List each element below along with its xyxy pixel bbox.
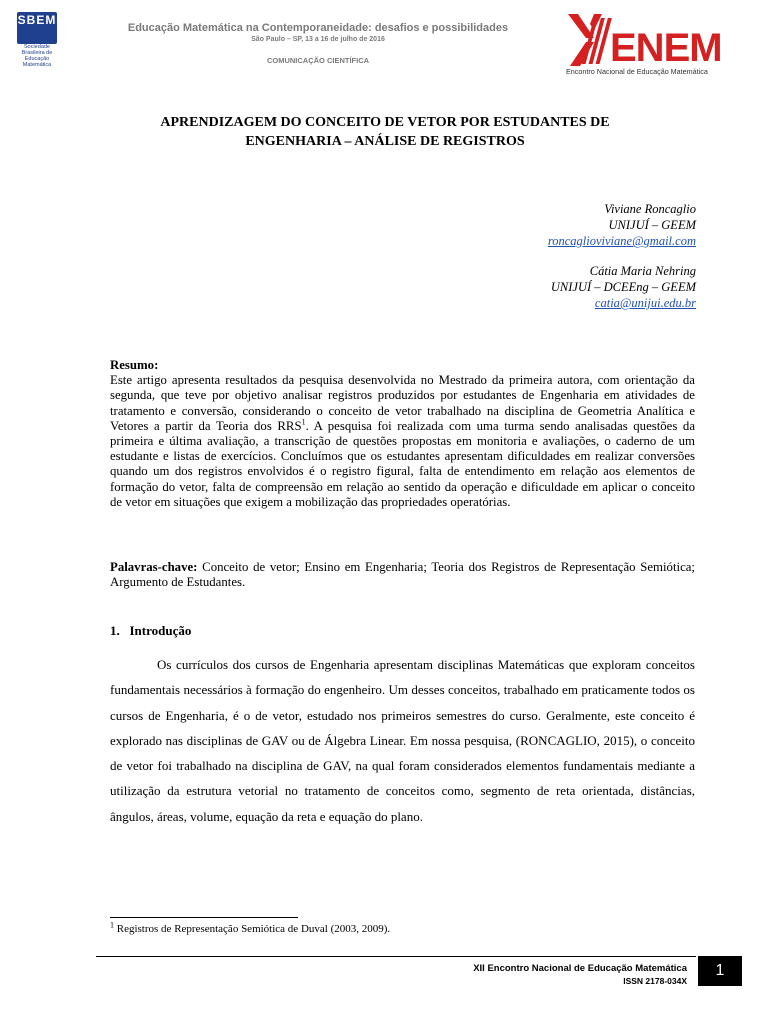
author-block-1 <box>548 201 696 249</box>
enem-logo <box>566 10 756 82</box>
footnote-mark: 1 <box>110 920 114 930</box>
author-affiliation: UNIJUÍ – DCEEng – GEEM <box>550 280 696 294</box>
abstract <box>110 358 695 510</box>
author-email-link[interactable]: catia@unijui.edu.br <box>594 296 696 310</box>
abstract-text-part1: Este artigo apresenta resultados da pesquisa desenvolvida no Mestrado da primeira autora, com orientação da segunda, que teve por objetivo analisar registros produzidos por estudantes de Engenharia em atividades de tratamento e conversão, considerando o conceito de vetor trabalhado na disciplina de Geometria Analítica e Vetores a partir da Teoria dos RRS <box>110 373 695 433</box>
section-body: Os currículos dos cursos de Engenharia apresentam disciplinas Matemáticas que exploram conceitos fundamentais necessários à formação do engenheiro. Um desses conceitos, trabalhado em praticamente todos os cursos de Engenharia, é o de vetor, estudado nos primeiros semestres do curso. Geralmente, este conceito é explorado nas disciplinas de GAV ou de Álgebra Linear. Em nossa pesquisa, (RONCAGLIO, 2015), o conceito de vetor foi trabalhado na disciplina de GAV, na qual foram considerados elementos fundamentais mediante a utilização da estrutura vetorial no tratamento de conceitos como, segmento de reta orientada, distâncias, ângulos, áreas, volume, equação da reta e equação do plano. <box>110 657 695 824</box>
event-date: São Paulo – SP, 13 a 16 de julho de 2016 <box>251 36 385 43</box>
event-section: COMUNICAÇÃO CIENTÍFICA <box>266 56 370 65</box>
footer-event-name: XII Encontro Nacional de Educação Matemática <box>473 963 687 974</box>
author-block-2 <box>551 263 696 311</box>
enem-roman-numeral-icon <box>566 10 614 68</box>
author-name: Viviane Roncaglio <box>604 202 696 216</box>
footnote-divider <box>110 917 298 918</box>
abstract-label: Resumo: <box>110 358 159 372</box>
abstract-text <box>110 373 695 510</box>
enem-wordmark: ENEM <box>610 26 722 70</box>
footer-issn: ISSN 2178-034X <box>623 976 687 986</box>
section-heading: 1. Introdução <box>110 623 192 638</box>
page-number: 1 <box>698 956 742 986</box>
paper-title-line2: ENGENHARIA – ANÁLISE DE REGISTROS <box>245 134 525 149</box>
footnote-ref: 1 <box>301 417 306 427</box>
keywords-label: Palavras-chave: <box>110 560 198 574</box>
footer-divider <box>96 956 696 957</box>
sbem-caption: Sociedade Brasileira de Educação Matemática <box>21 44 53 68</box>
paper-title-line1: APRENDIZAGEM DO CONCEITO DE VETOR POR ESTUDANTES DE <box>160 115 610 130</box>
abstract-text-part2: . A pesquisa foi realizada com uma turma sendo analisadas questões da primeira e última avaliação, a transcrição de questões propostas em monitoria e avaliações, o caderno de um estudante e listas de exercícios. Concluímos que os estudantes apresentam dificuldades em realizar conversões quando um dos registros envolvidos é o registro figural, falta de entendimento em relação aos elementos de formação do vetor, falta de compreensão em relação ao sentido da operação e dificuldade em aplicar o conceito de vetor em situações que exigem a mobilização das propriedades operatórias. <box>110 418 695 509</box>
author-name: Cátia Maria Nehring <box>589 264 696 278</box>
author-affiliation: UNIJUÍ – GEEM <box>608 218 696 232</box>
footnote-text: Registros de Representação Semiótica de Duval (2003, 2009). <box>116 923 391 935</box>
keywords-text: Conceito de vetor; Ensino em Engenharia; Teoria dos Registros de Representação Semiótica; Argumento de Estudantes. <box>110 560 695 590</box>
sbem-logo <box>17 12 57 70</box>
author-email-link[interactable]: roncaglioviviane@gmail.com <box>547 234 696 248</box>
event-title: Educação Matemática na Contemporaneidade: desafios e possibilidades <box>127 22 509 34</box>
paper-title <box>120 113 650 151</box>
footnote <box>110 920 391 935</box>
keywords <box>110 560 695 590</box>
enem-subtitle: Encontro Nacional de Educação Matemática <box>566 67 708 76</box>
sbem-logo-text: SBEM <box>17 13 57 27</box>
